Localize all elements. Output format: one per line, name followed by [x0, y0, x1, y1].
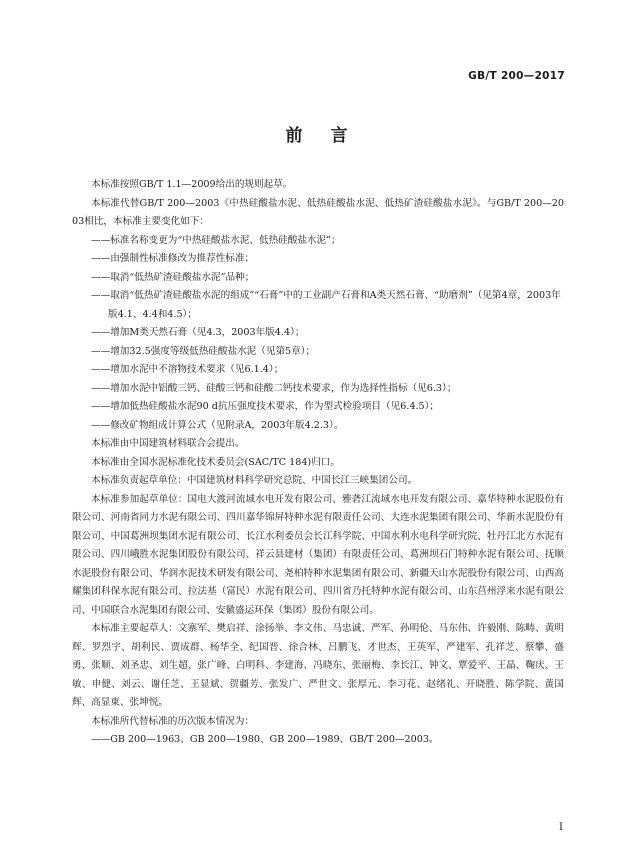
change-item: ——取消“低热矿渣硅酸盐水泥的组成”“石膏”中的工业副产石膏和A类天然石膏、“助磨剂”（见第4章，2003年版4.1、4.4和4.5）； — [91, 290, 561, 320]
change-item: ——标准名称变更为“中热硅酸盐水泥、低热硅酸盐水泥”； — [91, 234, 341, 246]
document-body — [72, 176, 564, 750]
changes-list — [72, 232, 564, 436]
change-item: ——取消“低热矿渣硅酸盐水泥”品种； — [91, 271, 255, 283]
paragraph-replaces: 本标准代替GB/T 200—2003《中热硅酸盐水泥、低热硅酸盐水泥、低热矿渣硅酸盐水泥》。与GB/T 200—2003相比，本标准主要变化如下： — [72, 197, 564, 227]
change-item: ——修改矿物组成计算公式（见附录A，2003年版4.2.3）。 — [91, 419, 344, 431]
page-number: I — [559, 822, 563, 833]
paragraph-proposer: 本标准由中国建筑材料联合会提出。 — [91, 438, 245, 449]
change-item: ——增加水泥中不溶物技术要求（见6.1.4）； — [91, 364, 284, 375]
change-item: ——增加M类天然石膏（见4.3，2003年版4.4）； — [91, 327, 305, 338]
change-item: ——增加水泥中铝酸三钙、硅酸三钙和硅酸二钙技术要求，作为选择性指标（见6.3）； — [91, 382, 457, 394]
paragraph-participants: 本标准参加起草单位：国电大渡河流域水电开发有限公司、雅砻江流域水电开发有限公司、嘉华特种水泥股份有限公司、河南省同力水泥有限公司、四川嘉华锦屏特种水泥有限责任公司、大连水泥集团有限公司、华新水泥股份有限公司、中国葛洲坝集团水泥有限公司、长江水利委员会长江科学院、中国水利水电科学研究院、牡丹江北方水泥有限公司、四川峨胜水泥集团股份有限公司、祥云县建材（集团）有限责任公司、葛洲坝石门特种水泥有限公司、抚顺水泥股份有限公司、华润水泥技术研发有限公司、尧柏特种水泥集团有限公司、新疆天山水泥股份有限公司、山西高耀集团科保水泥有限公司、拉法基（富民）水泥有限公司、四川省乃托特种水泥有限公司、山东莒州浮来水泥有限公司、中国联合水泥集团有限公司、安徽盛运环保（集团）股份有限公司。 — [72, 493, 564, 616]
change-item: ——增加低热硅酸盐水泥90 d抗压强度技术要求，作为型式检验项目（见6.4.5）； — [91, 401, 440, 412]
paragraph-lead-drafters: 本标准负责起草单位：中国建筑材料科学研究总院、中国长江三峡集团公司。 — [91, 475, 418, 486]
paragraph-committee: 本标准由全国水泥标准化技术委员会(SAC/TC 184)归口。 — [91, 456, 340, 468]
paragraph-drafters: 本标准主要起草人：文寨军、樊启祥、涂扬举、李文伟、马忠诚、严军、孙明伦、马东伟、许毅刚、陈畴、黄明辉、罗烈宇、胡利民、贾成群、杨华全、纪国晋、徐合林、吕鹏飞、才世杰、王英军、严建军、孔祥芝、蔡攀、盛勇、张顺、刘圣忠、刘生超、张广峰、白明科、李建海、冯晓东、张丽梅、李长江、钟文、覃爱平、王晶、鞠庆、王敏、申健、刘云、谢任芝、王显斌、贺疆芳、张发广、严世文、张厚元、李习花、赵绪礼、开晓胜、陈学院、黄国辉、高显東、张坤悦。 — [72, 623, 564, 708]
standard-code: GB/T 200—2017 — [468, 70, 565, 82]
change-item: ——增加32.5强度等级低热硅酸盐水泥（见第5章）； — [91, 345, 316, 357]
page-title: 前言 — [285, 126, 376, 146]
paragraph-history-intro: 本标准所代替标准的历次版本情况为： — [91, 715, 255, 727]
paragraph-drafting-rules: 本标准按照GB/T 1.1—2009给出的规则起草。 — [91, 179, 293, 190]
history-list: ——GB 200—1963、GB 200—1980、GB 200—1989、GB/T 200—2003。 — [91, 734, 439, 745]
change-item: ——由强制性标准修改为推荐性标准； — [91, 253, 255, 264]
